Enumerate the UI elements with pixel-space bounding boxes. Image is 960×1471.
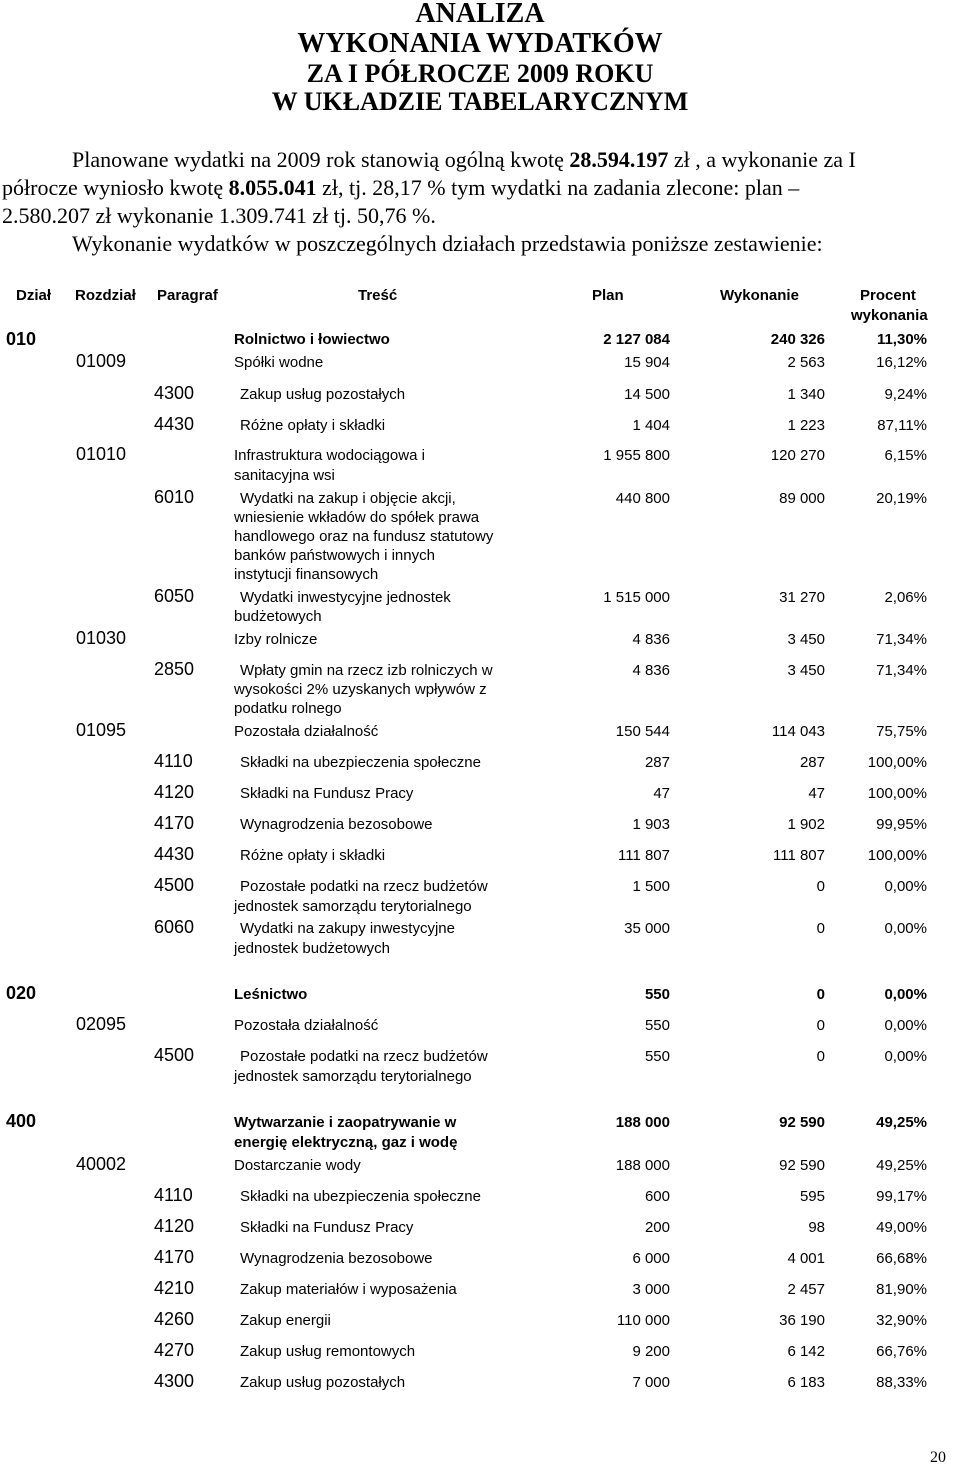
- row-plan: 110 000: [616, 1312, 670, 1329]
- row-plan: 9 200: [632, 1343, 670, 1360]
- row-procent: 99,17%: [876, 1188, 927, 1205]
- dzial-code: 020: [6, 983, 37, 1003]
- row-plan: 3 000: [632, 1281, 670, 1298]
- row-wykonanie: 0: [816, 878, 825, 895]
- row-desc: Zakup usług remontowych: [240, 1343, 416, 1360]
- paragraf-code: 2850: [154, 659, 195, 679]
- row-desc-cont: wysokości 2% uzyskanych wpływów z: [234, 681, 487, 698]
- header-plan: Plan: [592, 287, 624, 304]
- row-desc: Składki na ubezpieczenia społeczne: [240, 754, 481, 771]
- row-procent: 0,00%: [884, 1017, 927, 1034]
- title-line-4: W UKŁADZIE TABELARYCZNYM: [271, 87, 689, 116]
- row-procent: 49,00%: [876, 1219, 927, 1236]
- page-number: 20: [930, 1449, 946, 1466]
- row-desc: Różne opłaty i składki: [240, 417, 386, 434]
- row-procent: 71,34%: [876, 662, 927, 679]
- row-wykonanie: 1 223: [787, 417, 825, 434]
- row-plan: 1 500: [632, 878, 670, 895]
- row-wykonanie: 3 450: [787, 662, 825, 679]
- row-desc: Pozostała działalność: [234, 723, 379, 740]
- row-wykonanie: 114 043: [771, 723, 825, 740]
- row-plan: 7 000: [632, 1374, 670, 1391]
- title-line-1: ANALIZA: [415, 0, 545, 29]
- row-desc-cont: energię elektryczną, gaz i wodę: [234, 1134, 458, 1151]
- row-desc: Zakup energii: [240, 1312, 331, 1329]
- row-wykonanie: 0: [816, 1017, 825, 1034]
- intro-line-1: Planowane wydatki na 2009 rok stanowią ogólną kwotę 28.594.197 zł , a wykonanie za I: [72, 147, 856, 172]
- row-procent: 2,06%: [884, 589, 927, 606]
- header-dzial: Dział: [16, 287, 52, 304]
- row-wykonanie: 1 902: [787, 816, 825, 833]
- row-procent: 0,00%: [884, 1048, 927, 1065]
- rozdzial-code: 01095: [76, 720, 127, 740]
- row-wykonanie: 2 563: [787, 354, 825, 371]
- row-desc: Wydatki inwestycyjne jednostek: [240, 589, 451, 606]
- paragraf-code: 4500: [154, 1045, 195, 1065]
- row-desc-cont: instytucji finansowych: [234, 566, 379, 583]
- intro-line-4: Wykonanie wydatków w poszczególnych działach przedstawia poniższe zestawienie:: [72, 231, 823, 256]
- row-desc-cont: banków państwowych i innych: [234, 547, 435, 564]
- row-wykonanie: 6 142: [787, 1343, 825, 1360]
- row-desc: Wynagrodzenia bezosobowe: [240, 816, 433, 833]
- row-wykonanie: 1 340: [787, 386, 825, 403]
- paragraf-code: 4170: [154, 813, 195, 833]
- row-wykonanie: 89 000: [779, 490, 825, 507]
- row-desc: Wynagrodzenia bezosobowe: [240, 1250, 433, 1267]
- intro-line-2: półrocze wyniosło kwotę 8.055.041 zł, tj. 28,17 % tym wydatki na zadania zlecone: plan –: [2, 175, 800, 200]
- row-procent: 88,33%: [876, 1374, 927, 1391]
- paragraf-code: 4300: [154, 383, 195, 403]
- row-plan: 150 544: [615, 723, 670, 740]
- row-desc: Pozostałe podatki na rzecz budżetów: [240, 1048, 488, 1065]
- rozdzial-code: 01030: [76, 628, 127, 648]
- dzial-code: 400: [6, 1111, 37, 1131]
- paragraf-code: 6010: [154, 487, 195, 507]
- row-desc: Dostarczanie wody: [234, 1157, 361, 1174]
- row-procent: 16,12%: [876, 354, 927, 371]
- row-desc: Infrastruktura wodociągowa i: [234, 447, 425, 464]
- row-procent: 20,19%: [876, 490, 927, 507]
- row-procent: 6,15%: [884, 447, 927, 464]
- row-plan: 550: [644, 986, 670, 1003]
- row-procent: 100,00%: [867, 847, 927, 864]
- row-procent: 0,00%: [884, 878, 927, 895]
- row-desc: Wytwarzanie i zaopatrywanie w: [234, 1114, 457, 1131]
- row-plan: 35 000: [624, 920, 670, 937]
- row-desc: Pozostałe podatki na rzecz budżetów: [240, 878, 488, 895]
- row-wykonanie: 92 590: [779, 1114, 825, 1131]
- row-plan: 600: [644, 1188, 670, 1205]
- title-line-2: WYKONANIA WYDATKÓW: [297, 28, 663, 59]
- row-desc-cont: jednostek samorządu terytorialnego: [234, 1068, 472, 1085]
- paragraf-code: 4210: [154, 1278, 195, 1298]
- row-plan: 1 515 000: [603, 589, 670, 606]
- paragraf-code: 4500: [154, 875, 195, 895]
- row-wykonanie: 287: [799, 754, 825, 771]
- row-desc: Wpłaty gmin na rzecz izb rolniczych w: [240, 662, 493, 679]
- row-wykonanie: 595: [799, 1188, 825, 1205]
- row-procent: 0,00%: [884, 986, 927, 1003]
- row-desc-cont: wniesienie wkładów do spółek prawa: [234, 509, 480, 526]
- paragraf-code: 4430: [154, 414, 195, 434]
- row-desc: Wydatki na zakupy inwestycyjne: [240, 920, 455, 937]
- row-plan: 2 127 084: [603, 331, 670, 348]
- row-plan: 15 904: [624, 354, 670, 371]
- row-desc: Składki na ubezpieczenia społeczne: [240, 1188, 481, 1205]
- paragraf-code: 4120: [154, 782, 195, 802]
- row-procent: 9,24%: [884, 386, 927, 403]
- paragraf-code: 6060: [154, 917, 195, 937]
- row-procent: 66,76%: [876, 1343, 927, 1360]
- row-desc: Pozostała działalność: [234, 1017, 379, 1034]
- row-plan: 47: [653, 785, 670, 802]
- row-plan: 4 836: [632, 662, 670, 679]
- paragraf-code: 4110: [154, 751, 193, 771]
- title-line-3: ZA I PÓŁROCZE 2009 ROKU: [306, 59, 654, 88]
- row-desc: Zakup usług pozostałych: [240, 386, 406, 403]
- row-wykonanie: 92 590: [779, 1157, 825, 1174]
- rozdzial-code: 40002: [76, 1154, 127, 1174]
- row-plan: 1 903: [632, 816, 670, 833]
- header-wykonania: wykonania: [851, 307, 928, 324]
- row-procent: 81,90%: [876, 1281, 927, 1298]
- row-plan: 1 404: [632, 417, 670, 434]
- row-procent: 100,00%: [867, 754, 927, 771]
- paragraf-code: 4110: [154, 1185, 193, 1205]
- header-wykonanie: Wykonanie: [720, 287, 799, 304]
- paragraf-code: 4270: [154, 1340, 195, 1360]
- row-wykonanie: 120 270: [770, 447, 825, 464]
- row-wykonanie: 3 450: [787, 631, 825, 648]
- row-plan: 440 800: [615, 490, 670, 507]
- row-procent: 11,30%: [876, 331, 927, 348]
- row-plan: 200: [644, 1219, 670, 1236]
- row-plan: 188 000: [615, 1114, 670, 1131]
- row-plan: 4 836: [632, 631, 670, 648]
- row-desc: Zakup usług pozostałych: [240, 1374, 406, 1391]
- row-desc-cont: budżetowych: [234, 608, 322, 625]
- paragraf-code: 4430: [154, 844, 195, 864]
- paragraf-code: 4120: [154, 1216, 195, 1236]
- row-plan: 6 000: [632, 1250, 670, 1267]
- row-desc: Rolnictwo i łowiectwo: [234, 331, 390, 348]
- row-wykonanie: 31 270: [779, 589, 825, 606]
- row-procent: 0,00%: [884, 920, 927, 937]
- row-desc: Różne opłaty i składki: [240, 847, 386, 864]
- row-wykonanie: 0: [816, 1048, 825, 1065]
- row-plan: 1 955 800: [603, 447, 670, 464]
- row-wykonanie: 4 001: [787, 1250, 825, 1267]
- header-tresc: Treść: [358, 287, 398, 304]
- row-wykonanie: 240 326: [770, 331, 825, 348]
- row-procent: 99,95%: [876, 816, 927, 833]
- row-desc: Spółki wodne: [234, 354, 324, 371]
- row-plan: 14 500: [624, 386, 670, 403]
- row-wykonanie: 0: [816, 920, 825, 937]
- intro-line-3: 2.580.207 zł wykonanie 1.309.741 zł tj. 50,76 %.: [2, 203, 436, 228]
- row-plan: 550: [644, 1048, 670, 1065]
- rozdzial-code: 02095: [76, 1014, 127, 1034]
- row-desc: Składki na Fundusz Pracy: [240, 785, 414, 802]
- row-desc: Wydatki na zakup i objęcie akcji,: [240, 490, 456, 507]
- row-procent: 71,34%: [876, 631, 927, 648]
- row-desc-cont: jednostek budżetowych: [234, 940, 390, 957]
- row-desc: Składki na Fundusz Pracy: [240, 1219, 414, 1236]
- row-desc: Leśnictwo: [234, 986, 308, 1003]
- header-paragraf: Paragraf: [157, 287, 218, 304]
- row-wykonanie: 111 807: [773, 847, 825, 864]
- paragraf-code: 6050: [154, 586, 195, 606]
- row-plan: 550: [644, 1017, 670, 1034]
- row-desc-cont: jednostek samorządu terytorialnego: [234, 898, 472, 915]
- row-wykonanie: 98: [808, 1219, 825, 1236]
- row-procent: 100,00%: [867, 785, 927, 802]
- row-wykonanie: 6 183: [787, 1374, 825, 1391]
- row-procent: 49,25%: [876, 1114, 927, 1131]
- row-desc-cont: podatku rolnego: [234, 700, 342, 717]
- rozdzial-code: 01009: [76, 351, 127, 371]
- header-rozdzial: Rozdział: [75, 287, 136, 304]
- row-desc: Izby rolnicze: [234, 631, 318, 648]
- row-plan: 287: [644, 754, 670, 771]
- header-procent: Procent: [860, 287, 916, 304]
- row-procent: 87,11%: [877, 417, 927, 434]
- row-procent: 75,75%: [876, 723, 927, 740]
- row-wykonanie: 36 190: [779, 1312, 825, 1329]
- row-desc-cont: handlowego oraz na fundusz statutowy: [234, 528, 494, 545]
- row-procent: 66,68%: [876, 1250, 927, 1267]
- row-wykonanie: 2 457: [787, 1281, 825, 1298]
- row-plan: 188 000: [615, 1157, 670, 1174]
- dzial-code: 010: [6, 329, 37, 349]
- row-plan: 111 807: [618, 847, 670, 864]
- row-procent: 49,25%: [876, 1157, 927, 1174]
- row-wykonanie: 0: [816, 986, 825, 1003]
- rozdzial-code: 01010: [76, 444, 127, 464]
- row-procent: 32,90%: [876, 1312, 927, 1329]
- paragraf-code: 4300: [154, 1371, 195, 1391]
- row-desc-cont: sanitacyjna wsi: [234, 467, 335, 484]
- row-wykonanie: 47: [808, 785, 825, 802]
- paragraf-code: 4260: [154, 1309, 195, 1329]
- row-desc: Zakup materiałów i wyposażenia: [240, 1281, 457, 1298]
- paragraf-code: 4170: [154, 1247, 195, 1267]
